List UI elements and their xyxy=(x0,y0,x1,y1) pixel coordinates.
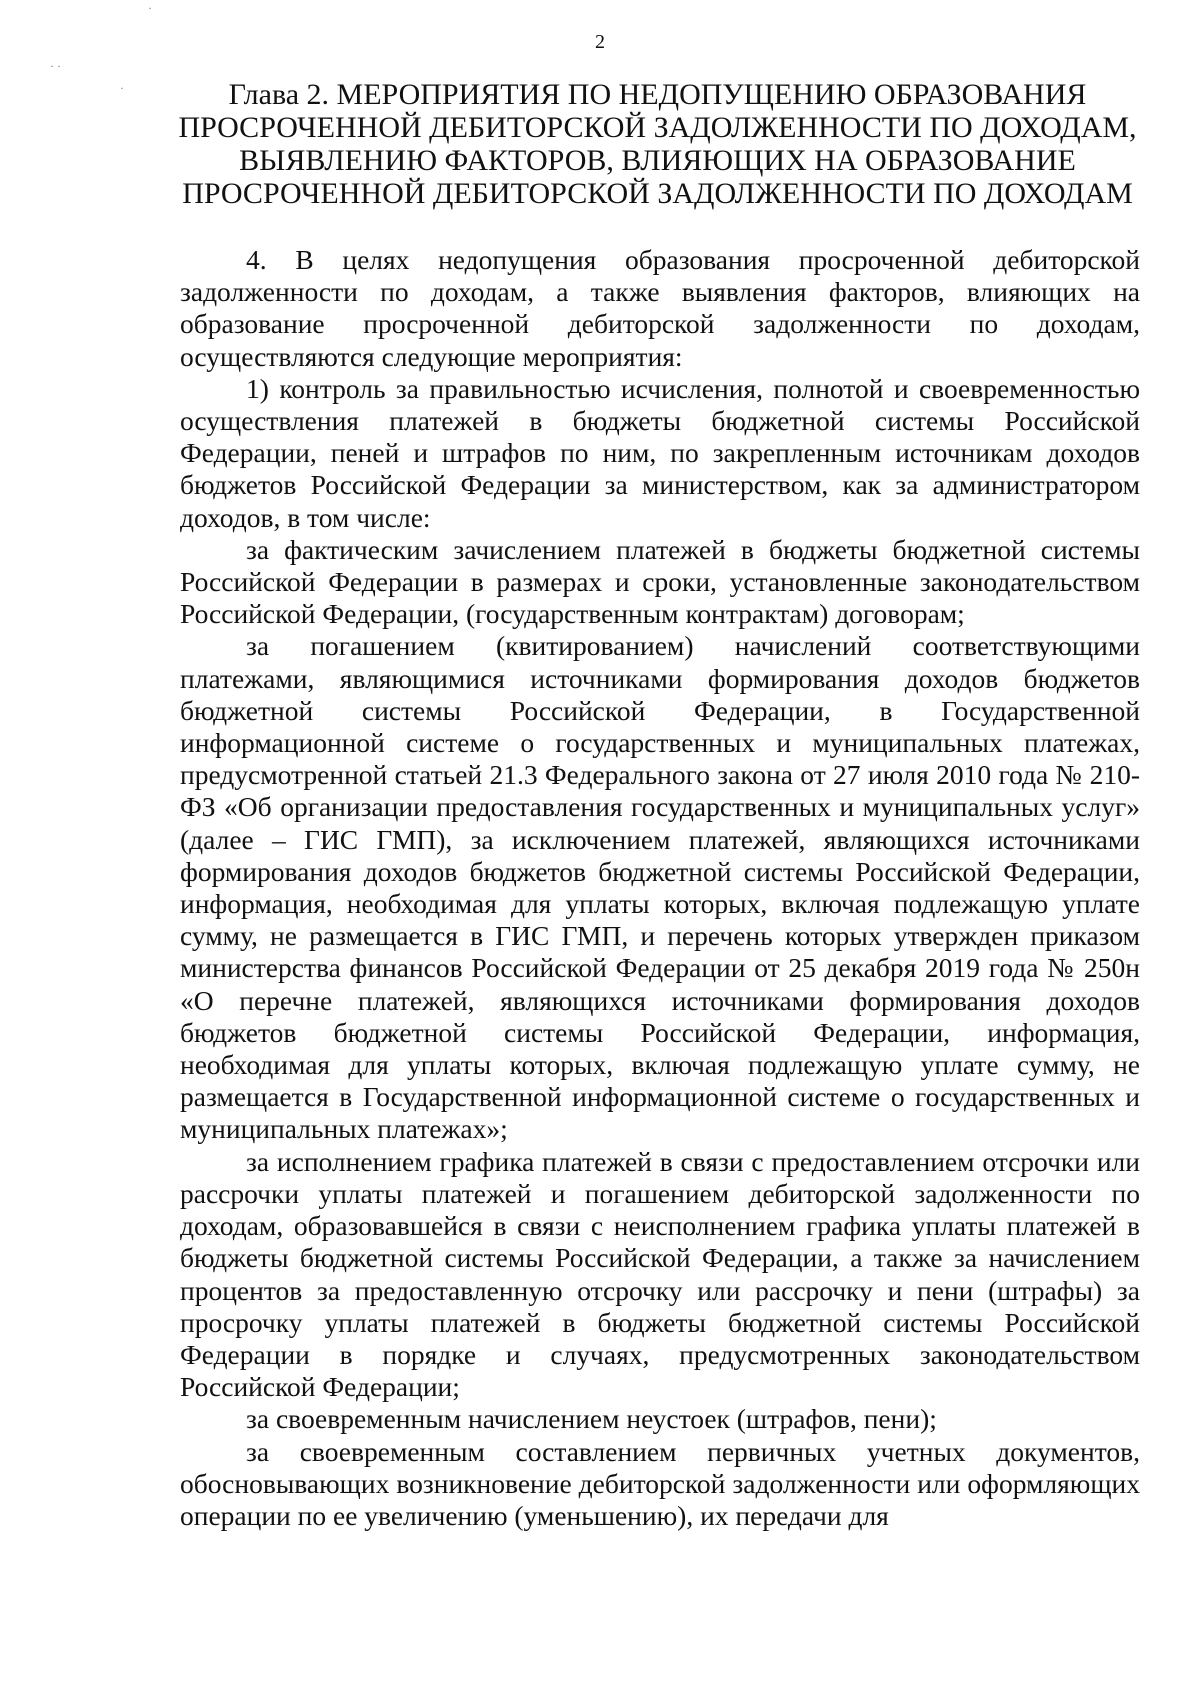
scan-mark-left: · · xyxy=(50,59,61,73)
paragraph-control-schedule: за исполнением графика платежей в связи с предоставлением отсрочки или рассрочки уплаты платежей и погашением дебиторской задолженности по доходам, образовавшейся в связи с неисполнением графика уплаты платежей в бюджеты бюджетной системы Российской Федерации, а также за начислением процентов за предоставленную отсрочку или рассрочку и пени (штрафы) за просрочку уплаты платежей в бюджеты бюджетной системы Российской Федерации в порядке и случаях, предусмотренных законодательством Российской Федерации; xyxy=(180,1145,1140,1403)
paragraph-item-4: 4. В целях недопущения образования просроченной дебиторской задолженности по доходам, а также выявления факторов, влияющих на образование просроченной дебиторской задолженности по доходам, осуществляются следующие мероприятия: xyxy=(180,244,1140,372)
chapter-title-line: Глава 2. МЕРОПРИЯТИЯ ПО НЕДОПУЩЕНИЮ ОБРАЗОВАНИЯ xyxy=(228,78,1087,111)
paragraph-control-documents: за своевременным составлением первичных учетных документов, обосновывающих возникновение дебиторской задолженности или оформляющих операции по ее увеличению (уменьшению), их передачи для xyxy=(180,1435,1140,1531)
page-number: 2 xyxy=(595,31,605,53)
scan-mark-top: · xyxy=(148,1,152,15)
paragraph-subitem-1: 1) контроль за правильностью исчисления, полнотой и своевременностью осуществления платежей в бюджеты бюджетной системы Российской Федерации, пеней и штрафов по ним, по закрепленным источникам доходов бюджетов Российской Федерации за министерством, как за администратором доходов, в том числе: xyxy=(180,372,1140,533)
chapter-title xyxy=(170,78,1145,210)
chapter-title-line: ПРОСРОЧЕННОЙ ДЕБИТОРСКОЙ ЗАДОЛЖЕННОСТИ ПО ДОХОДАМ, xyxy=(178,111,1137,144)
scan-mark-dash: · xyxy=(120,81,124,95)
chapter-title-line: ВЫЯВЛЕНИЮ ФАКТОРОВ, ВЛИЯЮЩИХ НА ОБРАЗОВАНИЕ xyxy=(239,144,1076,177)
paragraph-control-accrual: за фактическим зачислением платежей в бюджеты бюджетной системы Российской Федерации в размерах и сроки, установленные законодательством Российской Федерации, (государственным контрактам) договорам; xyxy=(180,533,1140,630)
paragraph-control-reconciliation: за погашением (квитированием) начислений соответствующими платежами, являющимися источниками формирования доходов бюджетов бюджетной системы Российской Федерации, в Государственной информационной системе о государственных и муниципальных платежах, предусмотренной статьей 21.3 Федерального закона от 27 июля 2010 года № 210-ФЗ «Об организации предоставления государственных и муниципальных услуг» (далее – ГИС ГМП), за исключением платежей, являющихся источниками формирования доходов бюджетов бюджетной системы Российской Федерации, информация, необходимая для уплаты которых, включая подлежащую уплате сумму, не размещается в ГИС ГМП, и перечень которых утвержден приказом министерства финансов Российской Федерации от 25 декабря 2019 года № 250н «О перечне платежей, являющихся источниками формирования доходов бюджетов бюджетной системы Российской Федерации, информация, необходимая для уплаты которых, включая подлежащую уплате сумму, не размещается в Государственной информационной системе о государственных и муниципальных платежах»; xyxy=(180,630,1140,1145)
document-body xyxy=(180,244,1140,1532)
paragraph-control-penalties: за своевременным начислением неустоек (штрафов, пени); xyxy=(246,1403,937,1435)
chapter-title-line: ПРОСРОЧЕННОЙ ДЕБИТОРСКОЙ ЗАДОЛЖЕННОСТИ ПО ДОХОДАМ xyxy=(182,177,1133,210)
